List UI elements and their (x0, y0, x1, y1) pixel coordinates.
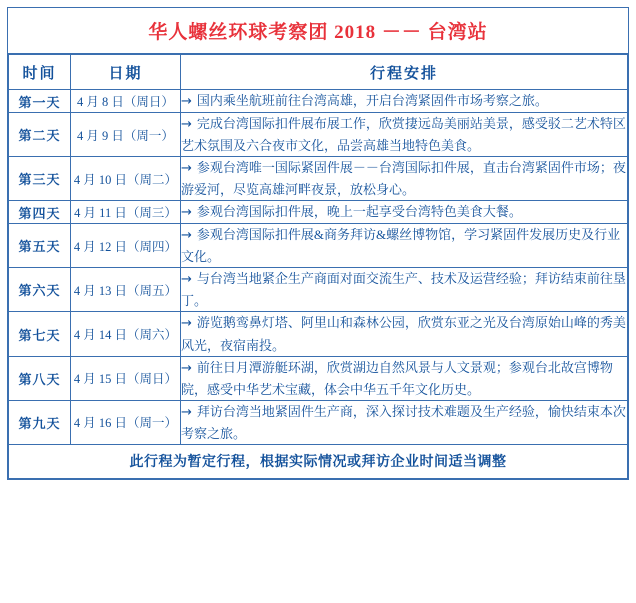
row-date: 4 月 10 日（周二） (71, 157, 181, 201)
row-date: 4 月 11 日（周三） (71, 201, 181, 224)
row-day: 第八天 (9, 356, 71, 400)
row-day: 第三天 (9, 157, 71, 201)
row-date: 4 月 16 日（周一） (71, 400, 181, 444)
table-footer-row (9, 444, 628, 478)
row-date: 4 月 9 日（周一） (71, 113, 181, 157)
document-title-row (8, 8, 628, 54)
row-plan-text: 前往日月潭游艇环湖，欣赏湖边自然风景与人文景观；参观台北故宫博物院，感受中华艺术宝藏，体会中华五千年文化历史。 (181, 359, 613, 397)
row-day: 第五天 (9, 224, 71, 268)
itinerary-table (8, 54, 628, 479)
table-header-row (9, 55, 628, 90)
footer-note: 此行程为暂定行程，根据实际情况或拜访企业时间适当调整 (129, 455, 507, 471)
column-header-date: 日期 (71, 55, 181, 90)
row-date: 4 月 12 日（周四） (71, 224, 181, 268)
row-plan (181, 356, 628, 400)
table-row (9, 201, 628, 224)
row-plan (181, 224, 628, 268)
table-row (9, 356, 628, 400)
row-plan (181, 400, 628, 444)
row-day: 第四天 (9, 201, 71, 224)
column-header-time: 时间 (9, 55, 71, 90)
table-row (9, 224, 628, 268)
row-plan (181, 157, 628, 201)
row-plan-text: 游览鹅鸾鼻灯塔、阿里山和森林公园，欣赏东亚之光及台湾原始山峰的秀美风光，夜宿南投。 (181, 315, 626, 353)
table-row (9, 113, 628, 157)
footer-note-cell (9, 444, 628, 478)
row-day: 第六天 (9, 268, 71, 312)
table-row (9, 312, 628, 356)
table-header (9, 55, 628, 90)
arrow-right-icon: → (181, 404, 192, 420)
row-day: 第七天 (9, 312, 71, 356)
row-plan (181, 90, 628, 113)
table-body (9, 90, 628, 479)
row-date: 4 月 13 日（周五） (71, 268, 181, 312)
arrow-right-icon: → (181, 272, 192, 288)
row-day: 第一天 (9, 90, 71, 113)
row-date: 4 月 8 日（周日） (71, 90, 181, 113)
row-plan-text: 国内乘坐航班前往台湾高雄，开启台湾紧固件市场考察之旅。 (196, 93, 548, 108)
row-plan-text: 拜访台湾当地紧固件生产商，深入探讨技术难题及生产经验，愉快结束本次考察之旅。 (181, 403, 626, 441)
itinerary-sheet (7, 7, 629, 480)
arrow-right-icon: → (181, 117, 192, 133)
table-row (9, 157, 628, 201)
row-plan-text: 与台湾当地紧企生产商面对面交流生产、技术及运营经验；拜访结束前往垦丁。 (181, 271, 626, 309)
row-plan-text: 参观台湾国际扣件展，晚上一起享受台湾特色美食大餐。 (196, 204, 522, 220)
row-day: 第二天 (9, 113, 71, 157)
column-header-plan: 行程安排 (181, 55, 628, 90)
row-plan-text: 完成台湾国际扣件展布展工作，欣赏捿远岛美丽站美景，感受驳二艺术特区艺术氛围及六合夜市文化，品尝高雄当地特色美食。 (181, 116, 626, 154)
arrow-right-icon: → (181, 161, 192, 177)
row-plan-text: 参观台湾唯一国际紧固件展－－台湾国际扣件展，直击台湾紧固件市场；夜游爱河，尽览高雄河畔夜景，放松身心。 (181, 160, 626, 198)
arrow-right-icon: → (181, 360, 192, 376)
arrow-right-icon: → (181, 316, 192, 332)
row-plan (181, 312, 628, 356)
table-row (9, 268, 628, 312)
row-day: 第九天 (9, 400, 71, 444)
row-plan (181, 113, 628, 157)
table-row (9, 400, 628, 444)
row-plan (181, 201, 628, 224)
row-plan-text: 参观台湾国际扣件展&商务拜访&螺丝博物馆，学习紧固件发展历史及行业文化。 (181, 227, 621, 265)
arrow-right-icon: → (181, 228, 192, 244)
table-row (9, 90, 628, 113)
arrow-right-icon: → (181, 94, 192, 109)
row-date: 4 月 14 日（周六） (71, 312, 181, 356)
row-date: 4 月 15 日（周日） (71, 356, 181, 400)
arrow-right-icon: → (181, 205, 192, 221)
row-plan (181, 268, 628, 312)
page-title: 华人螺丝环球考察团 2018 －－ 台湾站 (148, 22, 488, 43)
